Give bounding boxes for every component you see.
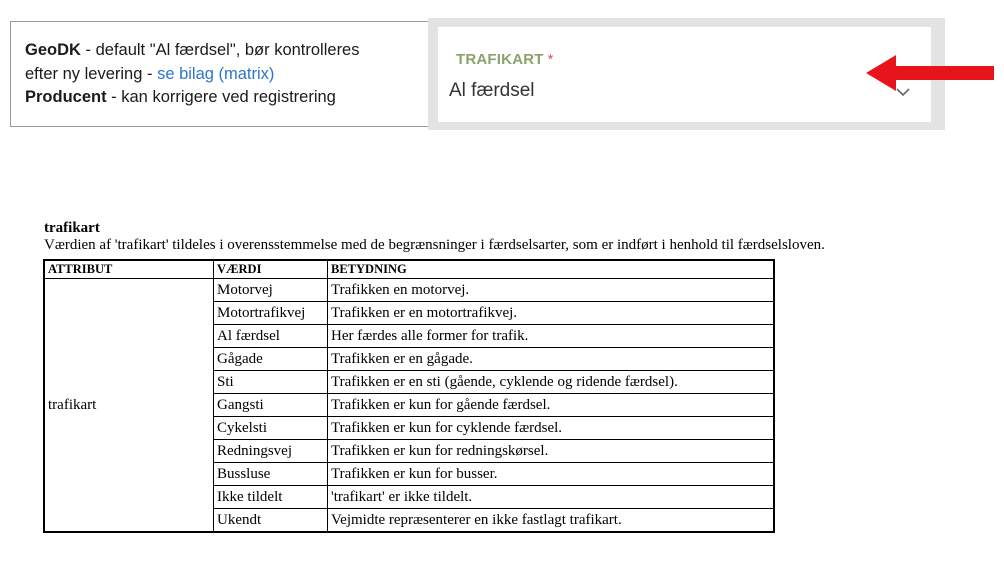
matrix-link[interactable]: se bilag (matrix) — [157, 64, 275, 83]
header-attribut: ATTRIBUT — [44, 260, 214, 279]
value-cell: Bussluse — [214, 463, 328, 486]
trafikart-value: Al færdsel — [449, 80, 535, 101]
attribute-cell: trafikart — [44, 279, 214, 533]
trafikart-label-text: TRAFIKART — [456, 51, 544, 68]
note-geodk-text: - default "Al færdsel", bør kontrolleres — [80, 41, 360, 59]
header-vaerdi: VÆRDI — [214, 260, 328, 279]
note-producent-text: - kan korrigere ved registrering — [106, 88, 336, 106]
doc-description: Værdien af 'trafikart' tildeles i overensstemmelse med de begrænsninger i færdselsarter, som er indført i henhold til færdselsloven. — [44, 237, 825, 253]
table-row — [44, 279, 774, 302]
meaning-cell: 'trafikart' er ikke tildelt. — [328, 486, 775, 509]
note-line-3 — [25, 86, 428, 110]
trafikart-table — [43, 259, 775, 533]
meaning-cell: Trafikken er kun for busser. — [328, 463, 775, 486]
required-mark: * — [547, 51, 554, 68]
value-cell: Gangsti — [214, 394, 328, 417]
value-cell: Ikke tildelt — [214, 486, 328, 509]
value-cell: Motortrafikvej — [214, 302, 328, 325]
meaning-cell: Trafikken er kun for gående færdsel. — [328, 394, 775, 417]
meaning-cell: Trafikken er kun for cyklende færdsel. — [328, 417, 775, 440]
meaning-cell: Trafikken er en motortrafikvej. — [328, 302, 775, 325]
meaning-cell: Trafikken en motorvej. — [328, 279, 775, 302]
doc-title: trafikart — [44, 220, 100, 236]
value-cell: Motorvej — [214, 279, 328, 302]
value-cell: Sti — [214, 371, 328, 394]
note-geodk-label: GeoDK — [25, 41, 81, 59]
header-betydning: BETYDNING — [328, 260, 775, 279]
meaning-cell: Her færdes alle former for trafik. — [328, 325, 775, 348]
value-cell: Cykelsti — [214, 417, 328, 440]
note-producent-label: Producent — [25, 88, 107, 106]
meaning-cell: Trafikken er kun for redningskørsel. — [328, 440, 775, 463]
table-body — [44, 279, 774, 533]
value-cell: Ukendt — [214, 509, 328, 533]
meaning-cell: Trafikken er en sti (gående, cyklende og ridende færdsel). — [328, 371, 775, 394]
meaning-cell: Vejmidte repræsenterer en ikke fastlagt trafikart. — [328, 509, 775, 533]
red-arrow-icon — [864, 54, 994, 92]
trafikart-select[interactable] — [438, 27, 931, 122]
value-cell: Al færdsel — [214, 325, 328, 348]
note-box — [10, 21, 428, 127]
value-cell: Redningsvej — [214, 440, 328, 463]
trafikart-label — [456, 51, 554, 68]
meaning-cell: Trafikken er en gågade. — [328, 348, 775, 371]
note-line2-text: efter ny levering - — [25, 64, 158, 83]
note-line-1 — [25, 39, 428, 63]
value-cell: Gågade — [214, 348, 328, 371]
table-header-row — [44, 260, 774, 279]
note-line-2 — [25, 63, 428, 87]
